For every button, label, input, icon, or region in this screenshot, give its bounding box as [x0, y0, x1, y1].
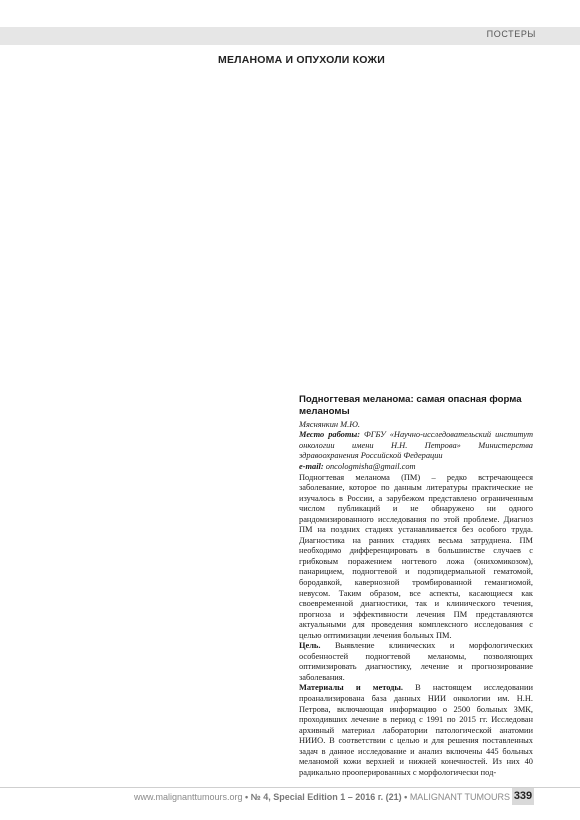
email-value[interactable]: oncologmisha@gmail.com	[325, 462, 416, 471]
footer	[134, 792, 510, 802]
goal-text: Выявление клинических и морфологических особенностей подногтевой меланомы, позволяющих оптимизировать диагностику, лечение и прогнозирование заболевания.	[299, 641, 533, 682]
footer-journal: MALIGNANT TUMOURS	[409, 792, 510, 802]
methods-text: В настоящем исследовании проанализирована база данных НИИ онкологии им. Н.Н. Петрова, включающая информацию о 2500 больных ЗМК, проходивших лечение в период с 1991 по 2015 гг. Исследован архивный материал лаборатории патологической анатомии НИИО. В соответствии с целью и для решения поставленных задач в данное исследование и анализ включены 445 больных меланомой кожи верхней и нижней конечностей. Из них 40 радикально прооперированных с морфологически под-	[299, 683, 533, 777]
rubric-title: МЕЛАНОМА И ОПУХОЛИ КОЖИ	[218, 54, 385, 66]
intro-paragraph: Подногтевая меланома (ПМ) – редко встречающееся заболевание, которое по данным литературы практические не изучалось в России, а зарубежом представлено ограниченным числом публикаций и не обнаружено ни одного рандомизированного исследования по этой проблеме. Диагноз ПМ на поздних стадиях устанавливается без особого труда. Диагностика на ранних стадиях весьма затруднена. ПМ необходимо дифференцировать в большинстве случаев с грибковым поражением ногтевого ложа (онихомикозом), панарицием, подногтевой и подэпидермальной гематомой, бородавкой, кавернозной тромбированной гемангиомой, невусом. Таким образом, все аспекты, касающиеся как своевременной диагностики, так и клинического течения, прогноза и эффективности лечения ПМ представляются актуальными для проведения комплексного исследования с целью оптимизации лечения больных ПМ.	[299, 472, 533, 640]
section-label: ПОСТЕРЫ	[486, 29, 536, 39]
footer-site[interactable]: www.malignanttumours.org	[134, 792, 243, 802]
header-bar	[0, 27, 580, 45]
page-number: 339	[512, 788, 534, 805]
methods-label: Материалы и методы.	[299, 683, 404, 693]
footer-separator: •	[242, 792, 251, 802]
email	[299, 462, 533, 473]
author: Мяснянкин М.Ю.	[299, 419, 360, 429]
article-title: Подногтевая меланома: самая опасная форма меланомы	[299, 394, 522, 418]
workplace	[299, 430, 533, 462]
goal-paragraph	[299, 641, 533, 683]
email-label: e-mail:	[299, 462, 324, 471]
workplace-value: ФГБУ «Научно-исследовательский институт онкологии имени Н.Н. Петрова» Министерства здравоохранения Российской Федерации	[299, 430, 533, 461]
workplace-label: Место работы:	[299, 430, 360, 440]
methods-paragraph	[299, 683, 533, 778]
footer-divider	[0, 787, 580, 788]
footer-separator: •	[401, 792, 410, 802]
abstract	[299, 394, 533, 778]
goal-label: Цель.	[299, 641, 321, 651]
footer-issue: № 4, Special Edition 1 – 2016 г. (21)	[250, 792, 402, 802]
